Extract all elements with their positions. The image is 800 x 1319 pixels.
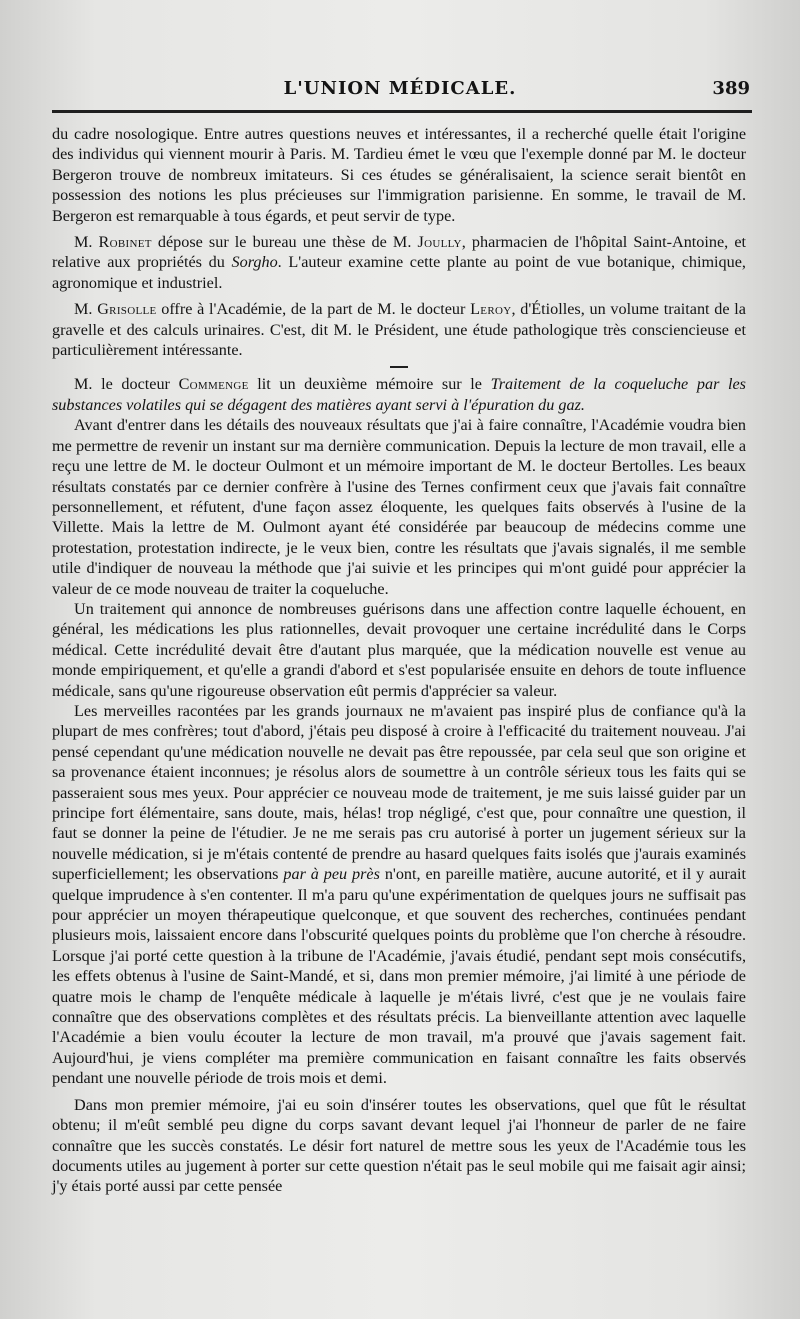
person-name: Leroy: [470, 300, 512, 319]
paragraph-commenge-3: [52, 701, 746, 1089]
tail-text: , d'Étiolles, un volume traitant de la gravelle et des calculs urinaires. C'est, dit M. le Président, une étude pathologique très consciencieuse et particulièrement intéressante.: [52, 300, 746, 360]
paragraph-text: du cadre nosologique. Entre autres questions neuves et intéressantes, il a recherché quelle était l'origine des individus qui viennent mourir à Paris. M. Tardieu émet le vœu que l'exemple donné par M. le docteur Bergeron trouve de nombreux imitateurs. Si ces études se généralisaient, la science serait bientôt en possession des notions les plus précieuses sur l'immigration parisienne. En somme, le travail de M. Bergeron est remarquable à tous égards, et peut servir de type.: [52, 125, 746, 225]
mid-text: dépose sur le bureau une thèse de M.: [151, 233, 418, 252]
header-rule: [52, 110, 752, 113]
running-title: L'UNION MÉDICALE.: [283, 78, 517, 99]
paragraph-robinet: [52, 232, 746, 293]
paragraph-commenge-4: [52, 1095, 746, 1197]
person-name: Robinet: [98, 233, 152, 252]
memoir-title: Traitement de la coqueluche par les substances volatiles qui se dégagent des matières ayant servi à l'épuration du gaz.: [52, 375, 746, 414]
running-header: [50, 76, 750, 106]
page-number: 389: [712, 78, 750, 99]
paragraph-text: n'ont, en pareille matière, aucune autorité, et il y aurait quelque imprudence à s'en contenter. Il m'a paru qu'une expérimentation de quelques jours ne suffisait pas pour apprécier un moyen thérapeutique quelconque, et que souvent des recherches, continuées pendant plusieurs mois, laissaient encore dans l'obscurité quelques points du problème que l'on cherche à résoudre. Lorsque j'ai porté cette question à la tribune de l'Académie, j'avais étudié, pendant sept mois consécutifs, les effets obtenus à l'usine de Saint-Mandé, et si, dans mon premier mémoire, j'ai limité à une période de quatre mois le champ de l'enquête médicale à laquelle je m'étais livré, c'est que je ne voulais faire connaître que des observations complètes et des résultats précis. La bienveillante attention avec laquelle l'Académie a bien voulu écouter la lecture de mon travail, m'a prouvé que j'avais sagement fait. Aujourd'hui, je viens compléter ma première communication en faisant connaître les faits observés pendant une nouvelle période de trois mois et demi.: [52, 865, 746, 1088]
italic-phrase: par à peu près: [283, 865, 380, 884]
paragraph-text: Avant d'entrer dans les détails des nouveaux résultats que j'ai à faire connaître, l'Académie voudra bien me permettre de revenir un instant sur ma dernière communication. Depuis la lecture de mon travail, elle a reçu une lettre de M. le docteur Oulmont et un mémoire important de M. le docteur Bertolles. Les beaux résultats constatés par ce dernier confrère à l'usine des Ternes confirment ceux que j'avais fait connaître personnellement, et réfutent, d'une façon assez éloquente, les quelques faits observés à l'usine de la Villette. Mais la lettre de M. Oulmont ayant été considérée par beaucoup de médecins comme une protestation, protestation indirecte, je le veux bien, contre les résultats que j'avais signalés, il me semble utile d'indiquer de nouveau la méthode que j'ai suivie et les principes qui m'ont guidé pour apprécier la valeur de ce mode nouveau de traiter la coqueluche.: [52, 416, 746, 598]
person-name: Joully: [417, 233, 462, 252]
person-name: Commenge: [178, 375, 249, 394]
paragraph-commenge-2: [52, 599, 746, 701]
lead-text: M.: [74, 300, 98, 319]
lead-text: M.: [74, 233, 99, 252]
paragraph-text: Un traitement qui annonce de nombreuses guérisons dans une affection contre laquelle échouent, en général, les médications les plus rationnelles, devait provoquer une certaine incrédulité dans le Corps médical. Cette incrédulité devait être d'autant plus marquée, que la médication nouvelle est venue au monde empiriquement, et qu'elle a grandi d'abord et s'est popularisée ensuite en dehors de toute influence médicale, sans qu'une rigoureuse observation eût permis d'apprécier sa valeur.: [52, 599, 746, 700]
section-separator: [390, 366, 408, 368]
italic-term: Sorgho: [231, 253, 278, 272]
paragraph-text: Dans mon premier mémoire, j'ai eu soin d'insérer toutes les observations, quel que fût le résultat obtenu; il m'eût semblé peu digne du corps savant devant lequel j'ai l'honneur de parler de ne faire connaître que les succès constatés. Le désir fort naturel de mettre sous les yeux de l'Académie tous les documents utiles au jugement à porter sur cette question n'était pas le seul mobile qui me faisait agir ainsi; j'y étais porté aussi par cette pensée: [52, 1095, 746, 1196]
mid-text: offre à l'Académie, de la part de M. le docteur: [156, 300, 471, 319]
paragraph-text: Les merveilles racontées par les grands journaux ne m'avaient pas inspiré plus de confiance qu'à la plupart de mes confrères; tout d'abord, j'étais peu disposé à croire à l'efficacité du traitement nouveau. J'ai pensé cependant qu'une médication nouvelle ne devait pas être repoussée, par cela seul que son origine et sa provenance étaient inconnues; je résolus alors de soumettre à un contrôle sérieux tous les faits qui se passeraient sous mes yeux. Pour apprécier ce nouveau mode de traitement, je me suis laissé guider par un principe fort élémentaire, sans doute, mais, hélas! trop négligé, c'est que, pour connaître une question, il faut se donner la peine de l'étudier. Je ne me serais pas cru autorisé à porter un jugement sérieux sur la nouvelle médication, si je m'étais contenté de prendre au hasard quelques faits isolés que j'aurais examinés superficiellement; les observations: [52, 701, 746, 884]
paragraph-commenge-1: [52, 415, 746, 599]
body-text: [52, 124, 746, 1197]
mid-text: lit un deuxième mémoire sur le: [248, 375, 491, 394]
tail-text: . L'auteur examine cette plante au point de vue botanique, chimique, agronomique et industriel.: [52, 253, 746, 292]
mid-text: , pharmacien de l'hôpital Saint-Antoine, et relative aux propriétés du: [52, 233, 746, 272]
paragraph-grisolle: [52, 299, 746, 360]
lead-text: M. le docteur: [74, 375, 179, 394]
person-name: Grisolle: [97, 300, 157, 319]
paragraph-commenge-intro: [52, 374, 746, 415]
paragraph-bergeron-conclusion: [52, 124, 746, 226]
